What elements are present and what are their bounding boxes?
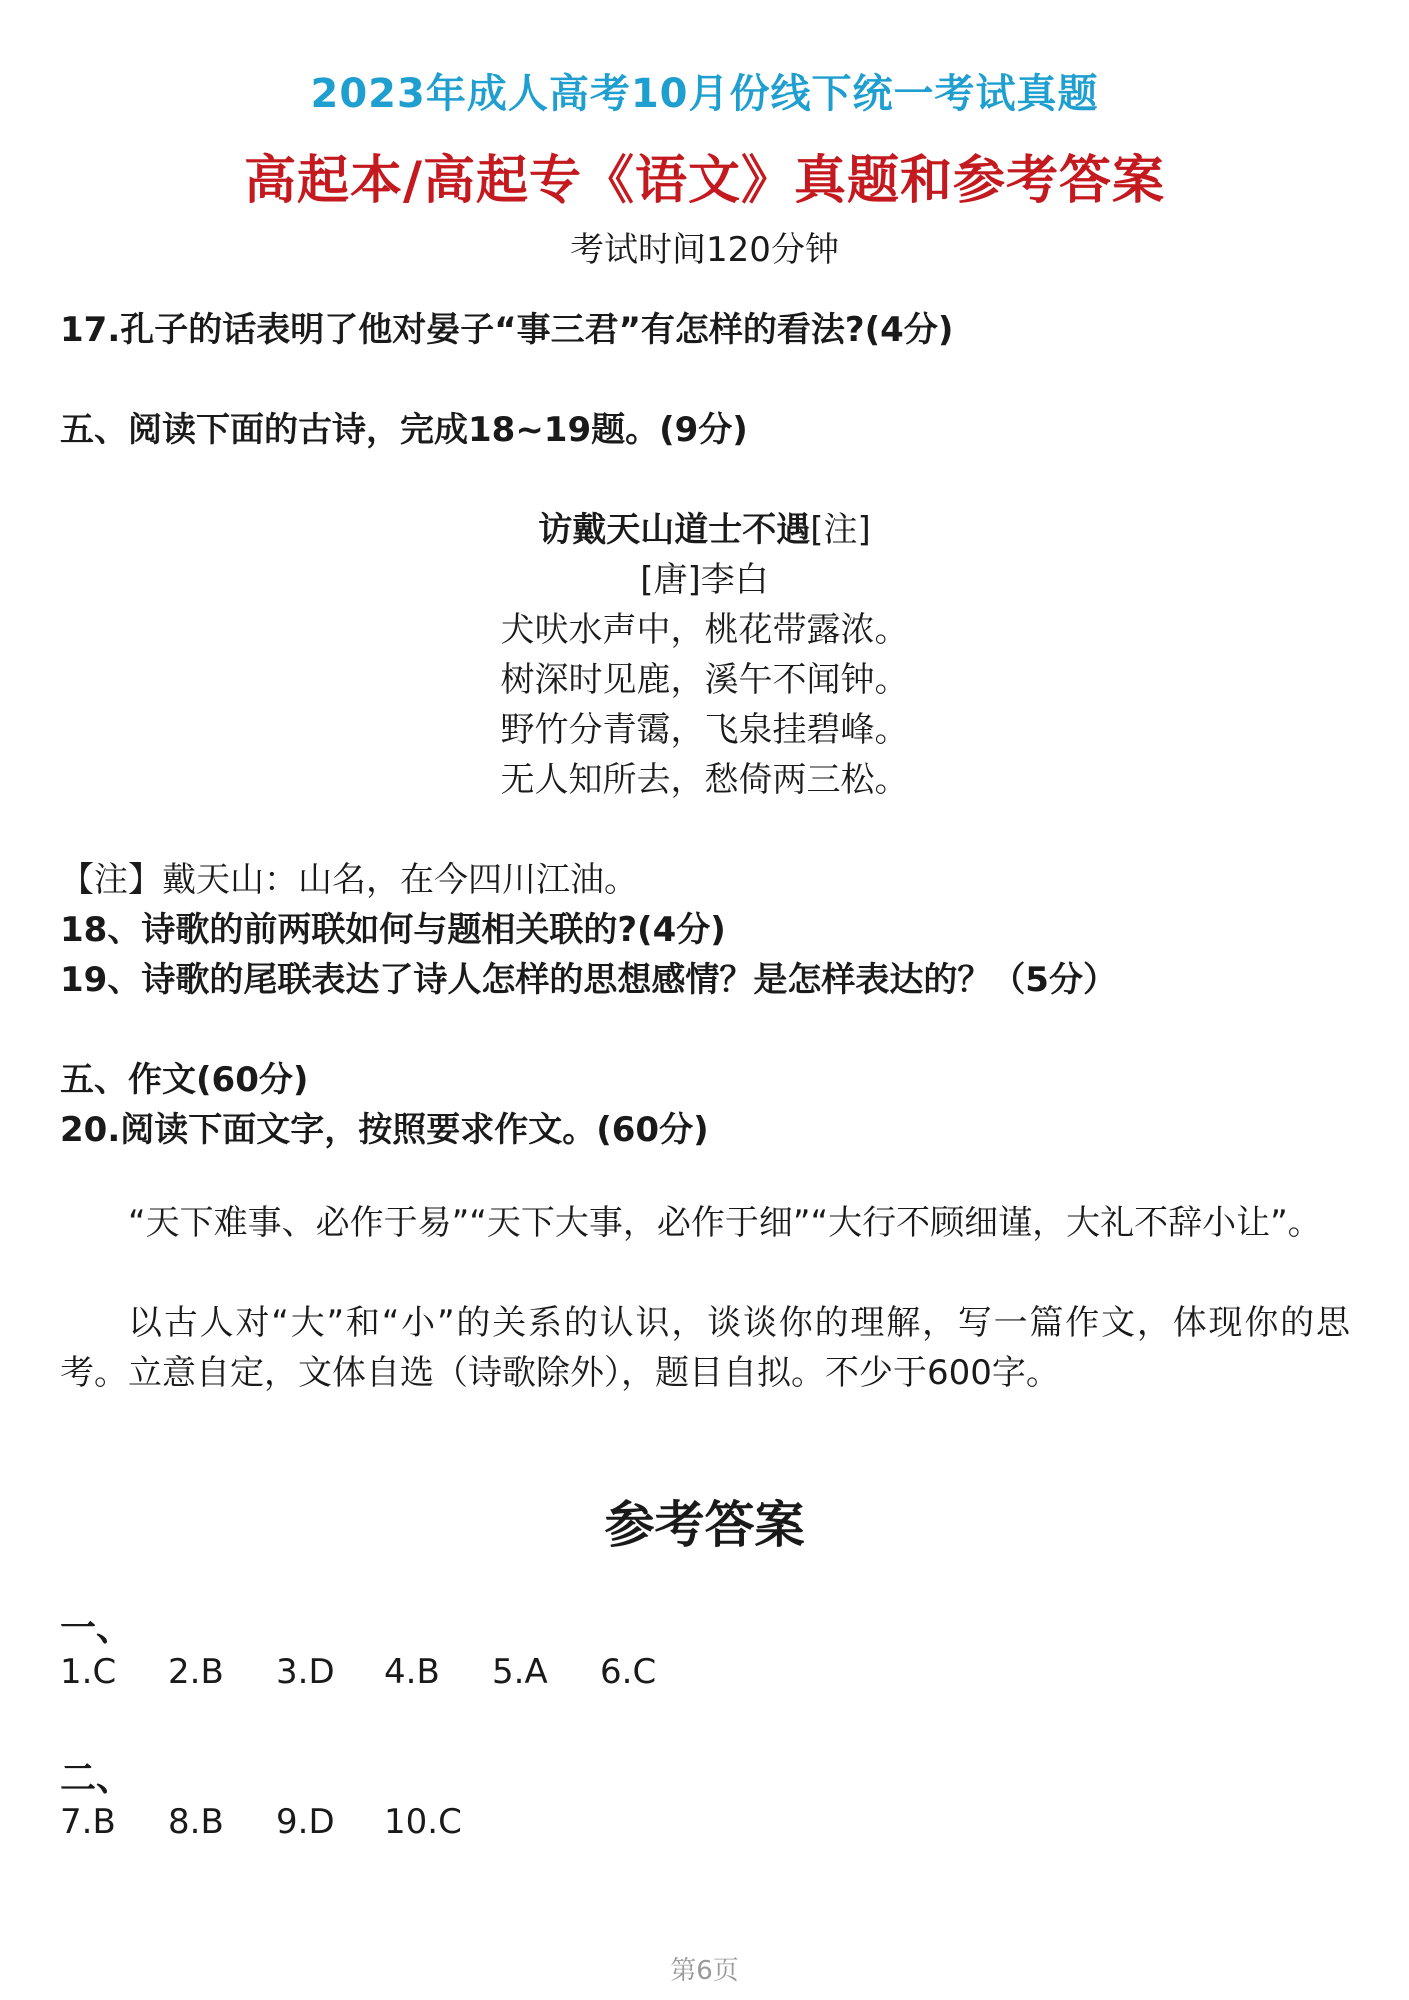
section-essay-heading: 五、作文(60分) <box>60 1060 309 1100</box>
page-number: 第6页 <box>670 1956 739 1986</box>
answers-title: 参考答案 <box>604 1496 805 1554</box>
section-poem-heading: 五、阅读下面的古诗，完成18~19题。(9分) <box>60 410 748 450</box>
answers-section-1-row <box>60 1652 708 1692</box>
answer-item: 5.A <box>492 1652 548 1692</box>
question-19: 19、诗歌的尾联表达了诗人怎样的思想感情？是怎样表达的？（5分） <box>60 960 1117 1000</box>
poem-note: 【注】戴天山：山名，在今四川江油。 <box>60 860 638 900</box>
answer-item: 8.B <box>168 1802 224 1842</box>
poem-author: [唐]李白 <box>640 560 769 600</box>
poem-title <box>0 502 1409 551</box>
poem-title-note: [注] <box>810 510 871 550</box>
exam-title: 2023年成人高考10月份线下统一考试真题 <box>310 71 1099 117</box>
answer-item: 1.C <box>60 1652 117 1692</box>
exam-duration: 考试时间120分钟 <box>570 230 839 270</box>
answer-item: 7.B <box>60 1802 116 1842</box>
poem-line-1: 犬吠水声中，桃花带露浓。 <box>500 610 909 650</box>
question-18: 18、诗歌的前两联如何与题相关联的?(4分) <box>60 910 726 950</box>
answer-item: 6.C <box>600 1652 657 1692</box>
essay-prompt-paragraph-2: 以古人对“大”和“小”的关系的认识，谈谈你的理解，写一篇作文，体现你的思考。立意自定，文体自选（诗歌除外），题目自拟。不少于600字。 <box>60 1303 1350 1393</box>
question-17: 17.孔子的话表明了他对晏子“事三君”有怎样的看法?(4分) <box>60 310 954 350</box>
answers-section-2-row <box>60 1802 492 1842</box>
answer-item: 10.C <box>384 1802 462 1842</box>
poem-title-text: 访戴天山道士不遇 <box>538 510 811 550</box>
answer-item: 2.B <box>168 1652 224 1692</box>
answers-section-1-heading: 一、 <box>60 1608 133 1649</box>
poem-line-2: 树深时见鹿，溪午不闻钟。 <box>500 660 909 700</box>
question-20: 20.阅读下面文字，按照要求作文。(60分) <box>60 1110 709 1150</box>
answer-item: 3.D <box>276 1652 335 1692</box>
answer-item: 9.D <box>276 1802 335 1842</box>
answers-section-2-heading: 二、 <box>60 1758 133 1799</box>
exam-subtitle: 高起本/高起专《语文》真题和参考答案 <box>244 151 1165 211</box>
poem-line-3: 野竹分青霭，飞泉挂碧峰。 <box>500 710 909 750</box>
answer-item: 4.B <box>384 1652 440 1692</box>
essay-prompt-paragraph-1: “天下难事、必作于易”“天下大事，必作于细”“大行不顾细谨，大礼不辞小让”。 <box>128 1203 1322 1243</box>
poem-line-4: 无人知所去，愁倚两三松。 <box>500 760 909 800</box>
